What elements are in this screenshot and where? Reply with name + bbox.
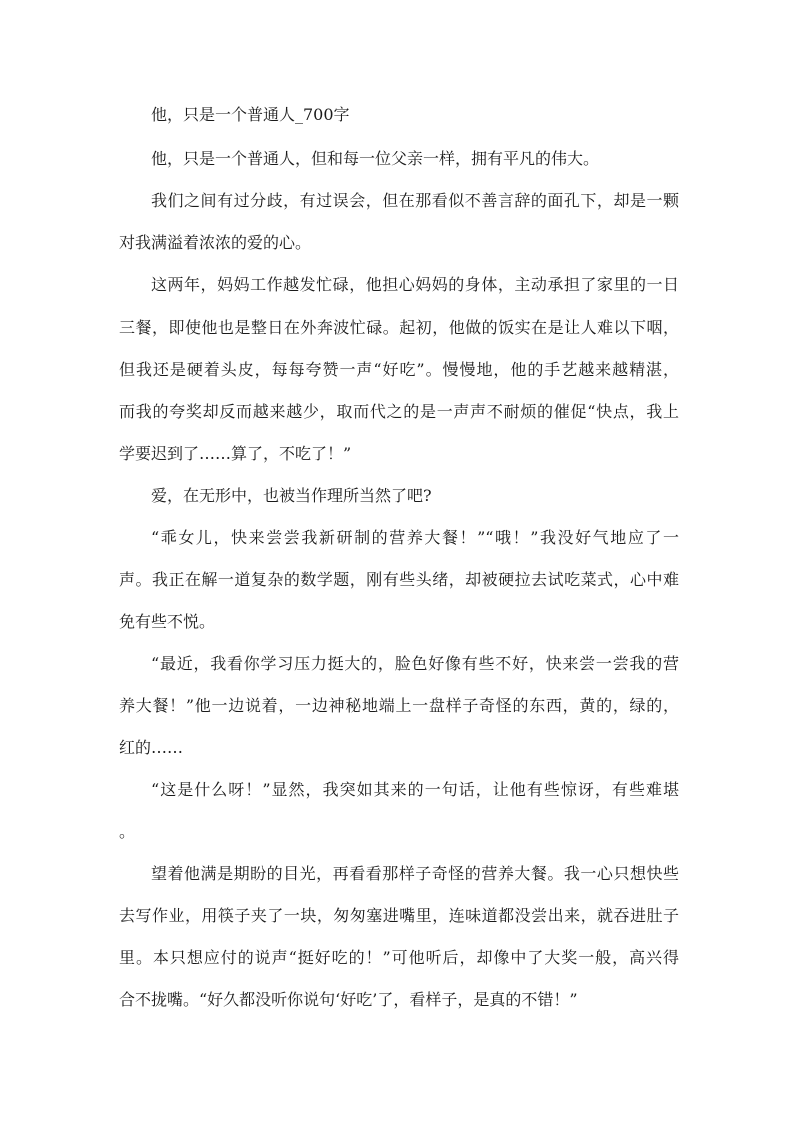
text-line: 三餐，即使他也是整日在外奔波忙碌。起初，他做的饭实在是让人难以下咽， (119, 318, 679, 337)
text-line: 爱，在无形中，也被当作理所当然了吧? (151, 486, 432, 505)
text-line: 对我满溢着浓浓的爱的心。 (119, 233, 312, 252)
text-line: 里。本只想应付的说声“挺好吃的！”可他听后，却像中了大奖一般，高兴得 (119, 948, 679, 967)
text-line: 这两年，妈妈工作越发忙碌，他担心妈妈的身体，主动承担了家里的一日 (151, 275, 679, 294)
text-line: 声。我正在解一道复杂的数学题，刚有些头绪，却被硬拉去试吃菜式，心中难 (119, 570, 679, 589)
document-title: 他，只是一个普通人_700字 (151, 105, 350, 124)
text-line: 他，只是一个普通人，但和每一位父亲一样，拥有平凡的伟大。 (151, 149, 600, 168)
text-line: 免有些不悦。 (119, 612, 216, 631)
text-line: 但我还是硬着头皮，每每夸赞一声“好吃”。慢慢地，他的手艺越来越精湛， (119, 360, 679, 379)
text-line: 去写作业，用筷子夹了一块，匆匆塞进嘴里，连味道都没尝出来，就吞进肚子 (119, 906, 679, 925)
text-line: 养大餐！”他一边说着，一边神秘地端上一盘样子奇怪的东西，黄的，绿的， (119, 696, 679, 715)
text-line: 我们之间有过分歧，有过误会，但在那看似不善言辞的面孔下，却是一颗 (151, 191, 679, 210)
text-line: 学要迟到了……算了，不吃了！” (119, 444, 352, 463)
text-line: 合不拢嘴。“好久都没听你说句‘好吃’了，看样子，是真的不错！” (119, 990, 578, 1009)
text-line: 而我的夸奖却反而越来越少，取而代之的是一声声不耐烦的催促“快点，我上 (119, 402, 679, 421)
text-line: “最近，我看你学习压力挺大的，脸色好像有些不好，快来尝一尝我的营 (151, 654, 679, 673)
text-line: 望着他满是期盼的目光，再看看那样子奇怪的营养大餐。我一心只想快些 (151, 864, 679, 883)
text-line: 红的…… (119, 738, 184, 757)
text-line: 。 (119, 822, 136, 841)
text-line: “乖女儿，快来尝尝我新研制的营养大餐！”“哦！”我没好气地应了一 (151, 528, 679, 547)
text-line: “这是什么呀！”显然，我突如其来的一句话，让他有些惊讶，有些难堪 (151, 780, 679, 799)
